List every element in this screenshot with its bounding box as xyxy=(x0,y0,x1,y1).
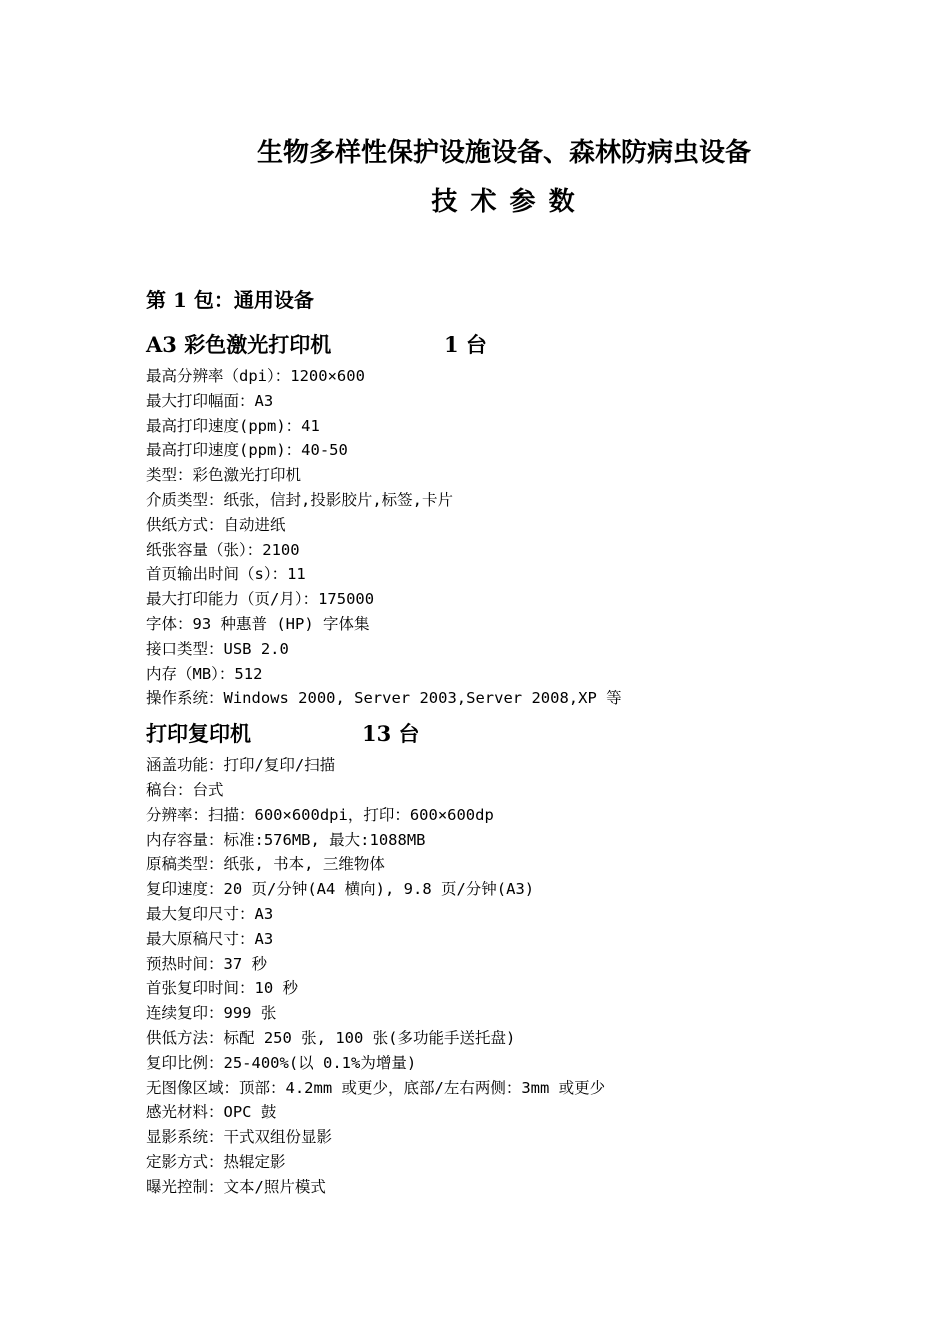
spec-line: 显影系统：干式双组份显影 xyxy=(146,1128,333,1147)
spec-line: 感光材料：OPC 鼓 xyxy=(146,1103,277,1122)
spec-line: 供低方法：标配 250 张, 100 张(多功能手送托盘) xyxy=(146,1028,516,1047)
spec-line: 定影方式：热辊定影 xyxy=(146,1152,286,1171)
spec-line: 首张复印时间：10 秒 xyxy=(146,979,298,998)
spec-line: 涵盖功能：打印/复印/扫描 xyxy=(146,756,336,775)
spec-line: 最大原稿尺寸：A3 xyxy=(146,929,274,948)
spec-line: 复印比例：25-400%(以 0.1%为增量) xyxy=(146,1053,417,1072)
spec-line: 内存（MB）：512 xyxy=(146,664,263,683)
spec-line: 连续复印：999 张 xyxy=(146,1004,277,1023)
spec-line: 原稿类型：纸张, 书本, 三维物体 xyxy=(146,855,385,874)
spec-line: 最高打印速度(ppm)：40-50 xyxy=(146,441,348,460)
spec-line: 曝光控制：文本/照片模式 xyxy=(146,1177,326,1196)
spec-line: 稿台：台式 xyxy=(146,780,224,799)
item-name: 打印复印机 xyxy=(146,721,251,747)
spec-line: 最大复印尺寸：A3 xyxy=(146,904,274,923)
spec-line: 类型：彩色激光打印机 xyxy=(146,466,302,485)
spec-line: 操作系统：Windows 2000, Server 2003,Server 2008,XP 等 xyxy=(146,689,622,708)
spec-line: 接口类型：USB 2.0 xyxy=(146,639,289,658)
item-quantity: 1 台 xyxy=(444,332,487,357)
spec-line: 字体：93 种惠普 (HP) 字体集 xyxy=(146,614,370,633)
spec-line: 复印速度：20 页/分钟(A4 横向), 9.8 页/分钟(A3) xyxy=(146,880,535,899)
item-section-copier xyxy=(146,717,906,1199)
item-name: A3 彩色激光打印机 xyxy=(146,332,332,357)
spec-line: 预热时间：37 秒 xyxy=(146,954,267,973)
item-section-printer xyxy=(146,328,906,711)
document-subtitle: 技 术 参 数 xyxy=(431,187,577,217)
spec-line: 最高分辨率（dpi）：1200×600 xyxy=(146,367,365,385)
spec-line: 无图像区域：顶部：4.2mm 或更少，底部/左右两侧：3mm 或更少 xyxy=(146,1078,606,1097)
spec-line: 供纸方式：自动进纸 xyxy=(146,515,286,534)
item-heading xyxy=(146,328,906,362)
spec-line: 分辨率：扫描：600×600dpi，打印：600×600dp xyxy=(146,805,494,824)
spec-line: 最大打印能力（页/月）：175000 xyxy=(146,590,375,609)
spec-line: 首页输出时间（s）：11 xyxy=(146,565,306,584)
item-quantity: 13 台 xyxy=(362,721,420,747)
package-heading: 第 1 包：通用设备 xyxy=(146,288,314,312)
spec-line: 介质类型：纸张，信封,投影胶片,标签,卡片 xyxy=(146,490,453,509)
spec-line: 内存容量：标准:576MB, 最大:1088MB xyxy=(146,830,426,849)
spec-list xyxy=(146,364,906,711)
spec-line: 最高打印速度(ppm)：41 xyxy=(146,416,320,435)
document-title: 生物多样性保护设施设备、森林防病虫设备 xyxy=(256,138,751,168)
document-content xyxy=(146,284,906,1206)
item-heading xyxy=(146,717,906,751)
spec-list xyxy=(146,753,906,1199)
spec-line: 最大打印幅面：A3 xyxy=(146,391,274,410)
spec-line: 纸张容量（张）：2100 xyxy=(146,540,300,559)
